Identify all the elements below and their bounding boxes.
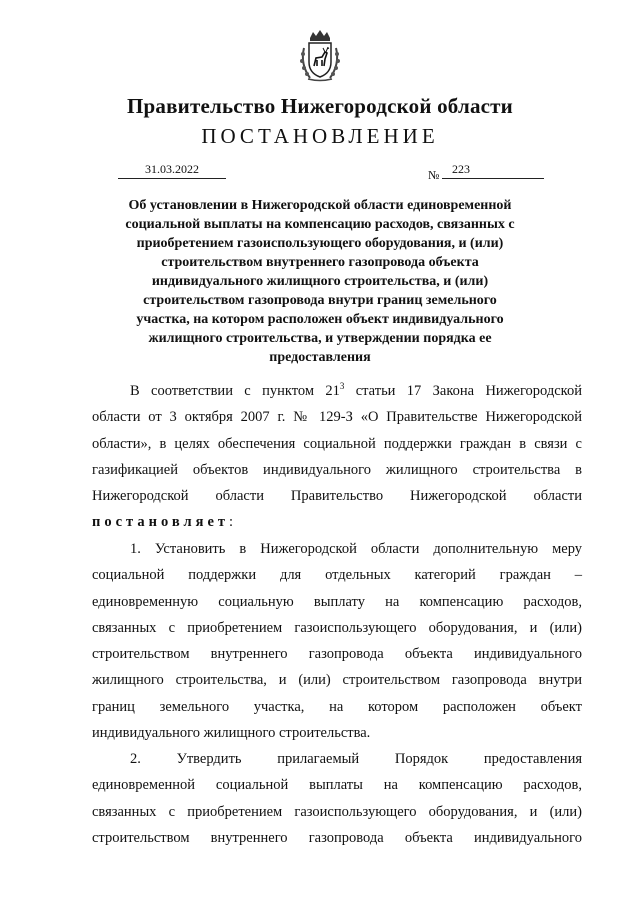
title-line: участка, на котором расположен объект индивидуального xyxy=(136,312,504,327)
decree-word: постановляет xyxy=(92,514,230,531)
title-line: социальной выплаты на компенсацию расходов, связанных с xyxy=(125,217,515,232)
document-type: ПОСТАНОВЛЕНИЕ xyxy=(201,124,439,148)
item-line: связанных с приобретением газоиспользующего оборудования, и (или) xyxy=(92,803,582,820)
title-line: строительством внутреннего газопровода объекта xyxy=(161,255,479,270)
item-line: границ земельного участка, на котором расположен объект xyxy=(92,698,582,715)
item-line: строительством внутреннего газопровода объекта индивидуального xyxy=(92,829,582,846)
title-line: предоставления xyxy=(269,350,371,365)
item-2 xyxy=(92,746,582,851)
preamble-text: статьи 17 Закона Нижегородской xyxy=(344,383,582,399)
item-1 xyxy=(92,536,582,746)
item-line: индивидуального жилищного строительства. xyxy=(92,725,371,742)
item-line: связанных с приобретением газоиспользующего оборудования, и (или) xyxy=(92,619,582,636)
coat-of-arms-icon xyxy=(298,28,342,82)
item-line: единовременную социальную выплату на компенсацию расходов, xyxy=(92,593,582,610)
title-line: индивидуального жилищного строительства, и (или) xyxy=(151,274,489,289)
preamble-line: области», в целях обеспечения социальной поддержки граждан в связи с xyxy=(92,435,582,452)
superscript: 3 xyxy=(339,381,345,392)
document-number: 223 xyxy=(442,162,544,179)
item-line: единовременной социальной выплаты на компенсацию расходов, xyxy=(92,777,582,794)
preamble-text: В соответствии с пунктом 21 xyxy=(130,383,340,399)
number-sign: № xyxy=(428,168,440,182)
item-line: строительством внутреннего газопровода объекта индивидуального xyxy=(92,646,582,663)
title-line: строительством газопровода внутри границ земельного xyxy=(143,293,497,308)
document-date: 31.03.2022 xyxy=(118,162,226,179)
item-line: социальной поддержки для отдельных категорий граждан – xyxy=(92,567,582,584)
title-line: жилищного строительства, и утверждении порядка ее xyxy=(148,331,492,346)
government-name: Правительство Нижегородской области xyxy=(127,94,513,118)
decree-line xyxy=(92,509,582,535)
preamble-line: газификацией объектов индивидуального жилищного строительства в xyxy=(92,461,582,478)
preamble-line: области от 3 октября 2007 г. № 129-З «О Правительстве Нижегородской xyxy=(92,409,582,426)
preamble-line xyxy=(92,378,582,404)
item-line: 1. Установить в Нижегородской области дополнительную меру xyxy=(130,541,582,557)
item-line: 2. Утвердить прилагаемый Порядок предоставления xyxy=(130,751,582,767)
document-title xyxy=(100,196,540,367)
preamble xyxy=(92,378,582,536)
item-line: жилищного строительства, и (или) строительством газопровода внутри xyxy=(92,672,582,689)
preamble-line: Нижегородской области Правительство Нижегородской области xyxy=(92,488,582,505)
title-line: приобретением газоиспользующего оборудования, и (или) xyxy=(136,236,504,251)
decree-colon: : xyxy=(229,514,234,531)
title-line: Об установлении в Нижегородской области единовременной xyxy=(128,198,512,213)
